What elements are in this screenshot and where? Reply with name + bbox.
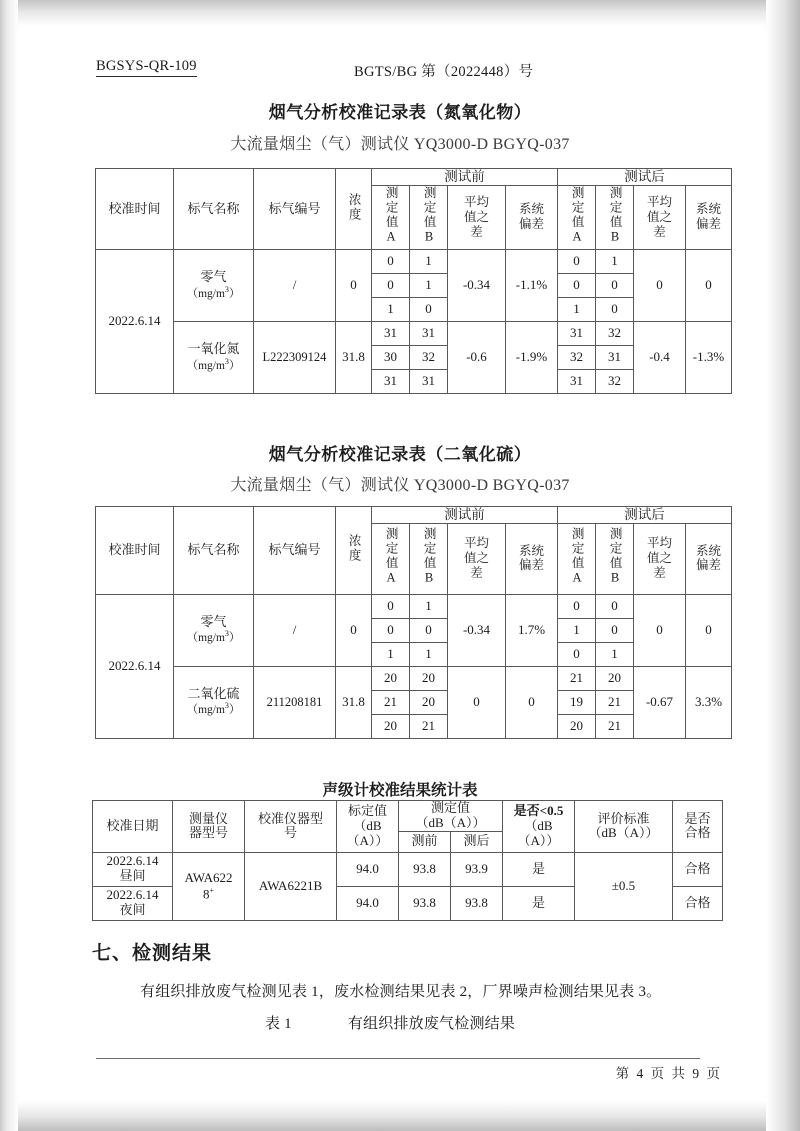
th-after-mean-diff: 平均 值之 差: [634, 185, 686, 249]
table1-caption: [265, 1012, 515, 1033]
th-after-value-a: 测定值A: [558, 523, 596, 594]
cell-nominal: 94.0: [337, 852, 399, 886]
cell-before-sys-dev: 1.7%: [506, 594, 558, 666]
cell-after-a: 20: [558, 714, 596, 738]
th-before-mean-diff: 平均 值之 差: [448, 185, 506, 249]
table3-title: 声级计校准结果统计表: [322, 782, 478, 799]
cell-after-a: 31: [558, 369, 596, 393]
cell-before-b: 0: [410, 618, 448, 642]
cell-criteria: ±0.5: [575, 852, 673, 920]
th-before-value-a: 测定值A: [372, 185, 410, 249]
cell-concentration: 31.8: [336, 666, 372, 738]
cell-after-a: 1: [558, 297, 596, 321]
cell-before-a: 0: [372, 594, 410, 618]
th-gas-no: 标气编号: [254, 169, 336, 250]
cell-after-a: 0: [558, 249, 596, 273]
cell-measured-after: 93.8: [451, 886, 503, 920]
cell-after-a: 0: [558, 642, 596, 666]
cell-after-b: 0: [596, 297, 634, 321]
cell-measured-before: 93.8: [399, 852, 451, 886]
th-before-value-b: 测定值B: [410, 185, 448, 249]
cell-gas-no: /: [254, 249, 336, 321]
table2-row: [96, 666, 732, 690]
table2-group-header-row: [96, 507, 732, 524]
sound-level-calibration-table: [92, 800, 723, 921]
table1-group-header-row: [96, 169, 732, 186]
cell-gas-name: 零气 $(mg/m^3)$: [174, 249, 254, 321]
cell-less-than: 是: [503, 852, 575, 886]
table1-row: [96, 249, 732, 273]
cell-before-b: 1: [410, 249, 448, 273]
cell-before-b: 1: [410, 594, 448, 618]
cell-before-a: 0: [372, 249, 410, 273]
th-criteria: 评价标准 （dB（A））: [575, 801, 673, 853]
th-before-value-a: 测定值A: [372, 523, 410, 594]
th-measured-after: 测后: [451, 831, 503, 852]
section-heading-results: 七、检测结果: [92, 943, 213, 964]
cell-before-mean-diff: -0.34: [448, 594, 506, 666]
cell-after-a: 0: [558, 594, 596, 618]
th-gas-name: 标气名称: [174, 507, 254, 595]
cell-gas-no: L222309124: [254, 321, 336, 393]
cell-before-b: 0: [410, 297, 448, 321]
th-after-group: 测试后: [558, 169, 732, 186]
cell-after-mean-diff: -0.4: [634, 321, 686, 393]
cell-before-a: 0: [372, 618, 410, 642]
cell-after-b: 31: [596, 345, 634, 369]
cell-after-mean-diff: -0.67: [634, 666, 686, 738]
th-after-sys-dev: 系统 偏差: [686, 523, 732, 594]
form-code: BGSYS-QR-109: [96, 58, 197, 77]
cell-gas-no: 211208181: [254, 666, 336, 738]
table1-caption-text: 有组织排放废气检测结果: [347, 1016, 516, 1032]
footer-divider: [96, 1058, 700, 1059]
cell-after-a: 0: [558, 273, 596, 297]
th-meter-model: 测量仪 器型号: [173, 801, 245, 853]
th-concentration: 浓度: [336, 507, 372, 595]
cell-after-a: 31: [558, 321, 596, 345]
cell-after-a: 19: [558, 690, 596, 714]
cell-after-b: 0: [596, 618, 634, 642]
th-before-value-b: 测定值B: [410, 523, 448, 594]
report-number: BGTS/BG 第（2022448）号: [354, 64, 534, 80]
cell-before-mean-diff: -0.34: [448, 249, 506, 321]
cell-before-a: 31: [372, 321, 410, 345]
cell-concentration: 0: [336, 249, 372, 321]
table1-subtitle: 大流量烟尘（气）测试仪 YQ3000-D BGYQ-037: [230, 136, 570, 153]
cell-after-b: 1: [596, 642, 634, 666]
cell-before-sys-dev: -1.1%: [506, 249, 558, 321]
th-after-sys-dev: 系统 偏差: [686, 185, 732, 249]
cell-after-mean-diff: 0: [634, 594, 686, 666]
table2-row: [96, 594, 732, 618]
cell-after-b: 32: [596, 321, 634, 345]
table1-caption-label: 表 1: [265, 1016, 292, 1032]
th-before-group: 测试前: [372, 169, 558, 186]
th-before-group: 测试前: [372, 507, 558, 524]
th-nominal-value: 标定值 （dB （A））: [337, 801, 399, 853]
cell-after-b: 21: [596, 714, 634, 738]
th-after-value-b: 测定值B: [596, 523, 634, 594]
cell-before-b: 31: [410, 369, 448, 393]
page-number: 第 4 页 共 9 页: [615, 1066, 722, 1081]
th-before-sys-dev: 系统 偏差: [506, 523, 558, 594]
cell-after-a: 1: [558, 618, 596, 642]
cell-after-sys-dev: 0: [686, 249, 732, 321]
cell-concentration: 31.8: [336, 321, 372, 393]
th-cal-time: 校准时间: [96, 507, 174, 595]
document-header: [96, 58, 696, 82]
cell-after-b: 21: [596, 690, 634, 714]
cell-gas-name: 一氧化氮 $(mg/m^3)$: [174, 321, 254, 393]
th-after-mean-diff: 平均 值之 差: [634, 523, 686, 594]
table2-subtitle: 大流量烟尘（气）测试仪 YQ3000-D BGYQ-037: [230, 477, 570, 494]
cell-gas-name: 二氧化硫 $(mg/m^3)$: [174, 666, 254, 738]
cell-after-sys-dev: 0: [686, 594, 732, 666]
th-gas-name: 标气名称: [174, 169, 254, 250]
cell-meter-model: AWA622 8+: [173, 852, 245, 920]
cell-gas-no: /: [254, 594, 336, 666]
cell-before-sys-dev: 0: [506, 666, 558, 738]
table1-title: 烟气分析校准记录表（氮氧化物）: [268, 103, 532, 122]
cell-before-a: 31: [372, 369, 410, 393]
th-after-group: 测试后: [558, 507, 732, 524]
cell-after-b: 0: [596, 594, 634, 618]
cell-cal-time: 2022.6.14: [96, 249, 174, 393]
cell-cal-date: 2022.6.14 夜间: [93, 886, 173, 920]
cell-before-mean-diff: -0.6: [448, 321, 506, 393]
nox-calibration-table: [95, 168, 732, 394]
table2-title: 烟气分析校准记录表（二氧化硫）: [268, 445, 532, 464]
cell-before-a: 20: [372, 714, 410, 738]
cell-concentration: 0: [336, 594, 372, 666]
cell-after-sys-dev: 3.3%: [686, 666, 732, 738]
cell-cal-time: 2022.6.14: [96, 594, 174, 738]
cell-before-sys-dev: -1.9%: [506, 321, 558, 393]
cell-calibrator-model: AWA6221B: [245, 852, 337, 920]
th-gas-no: 标气编号: [254, 507, 336, 595]
cell-after-sys-dev: -1.3%: [686, 321, 732, 393]
cell-after-b: 1: [596, 249, 634, 273]
table1-row: [96, 321, 732, 345]
cell-before-b: 31: [410, 321, 448, 345]
results-paragraph: 有组织排放废气检测见表 1，废水检测结果见表 2，厂界噪声检测结果见表 3。: [140, 984, 662, 1000]
th-calibrator-model: 校准仪器型 号: [245, 801, 337, 853]
cell-before-a: 20: [372, 666, 410, 690]
th-cal-time: 校准时间: [96, 169, 174, 250]
cell-before-b: 20: [410, 690, 448, 714]
cell-before-a: 1: [372, 642, 410, 666]
cell-qualified: 合格: [673, 886, 723, 920]
page-bottom-shadow: [0, 1101, 800, 1131]
th-measured-group: 测定值 （dB（A））: [399, 801, 503, 832]
cell-before-b: 1: [410, 642, 448, 666]
th-before-sys-dev: 系统 偏差: [506, 185, 558, 249]
cell-after-b: 20: [596, 666, 634, 690]
th-cal-date: 校准日期: [93, 801, 173, 853]
cell-after-b: 32: [596, 369, 634, 393]
table3-row: [93, 852, 723, 886]
th-measured-before: 测前: [399, 831, 451, 852]
cell-nominal: 94.0: [337, 886, 399, 920]
cell-after-mean-diff: 0: [634, 249, 686, 321]
th-less-than-threshold: 是否<0.5 （dB （A））: [503, 801, 575, 853]
th-before-mean-diff: 平均 值之 差: [448, 523, 506, 594]
cell-before-b: 20: [410, 666, 448, 690]
cell-before-mean-diff: 0: [448, 666, 506, 738]
th-after-value-a: 测定值A: [558, 185, 596, 249]
cell-before-a: 30: [372, 345, 410, 369]
cell-measured-after: 93.9: [451, 852, 503, 886]
cell-before-b: 21: [410, 714, 448, 738]
cell-cal-date: 2022.6.14 昼间: [93, 852, 173, 886]
cell-qualified: 合格: [673, 852, 723, 886]
cell-before-b: 1: [410, 273, 448, 297]
cell-measured-before: 93.8: [399, 886, 451, 920]
th-concentration: 浓度: [336, 169, 372, 250]
th-after-value-b: 测定值B: [596, 185, 634, 249]
th-qualified: 是否 合格: [673, 801, 723, 853]
cell-after-a: 21: [558, 666, 596, 690]
cell-gas-name: 零气 $(mg/m^3)$: [174, 594, 254, 666]
cell-before-a: 21: [372, 690, 410, 714]
table3-header-row: [93, 801, 723, 832]
cell-after-a: 32: [558, 345, 596, 369]
page-top-shadow: [0, 0, 800, 26]
cell-after-b: 0: [596, 273, 634, 297]
cell-before-a: 0: [372, 273, 410, 297]
so2-calibration-table: [95, 506, 732, 739]
cell-before-b: 32: [410, 345, 448, 369]
cell-less-than: 是: [503, 886, 575, 920]
cell-before-a: 1: [372, 297, 410, 321]
